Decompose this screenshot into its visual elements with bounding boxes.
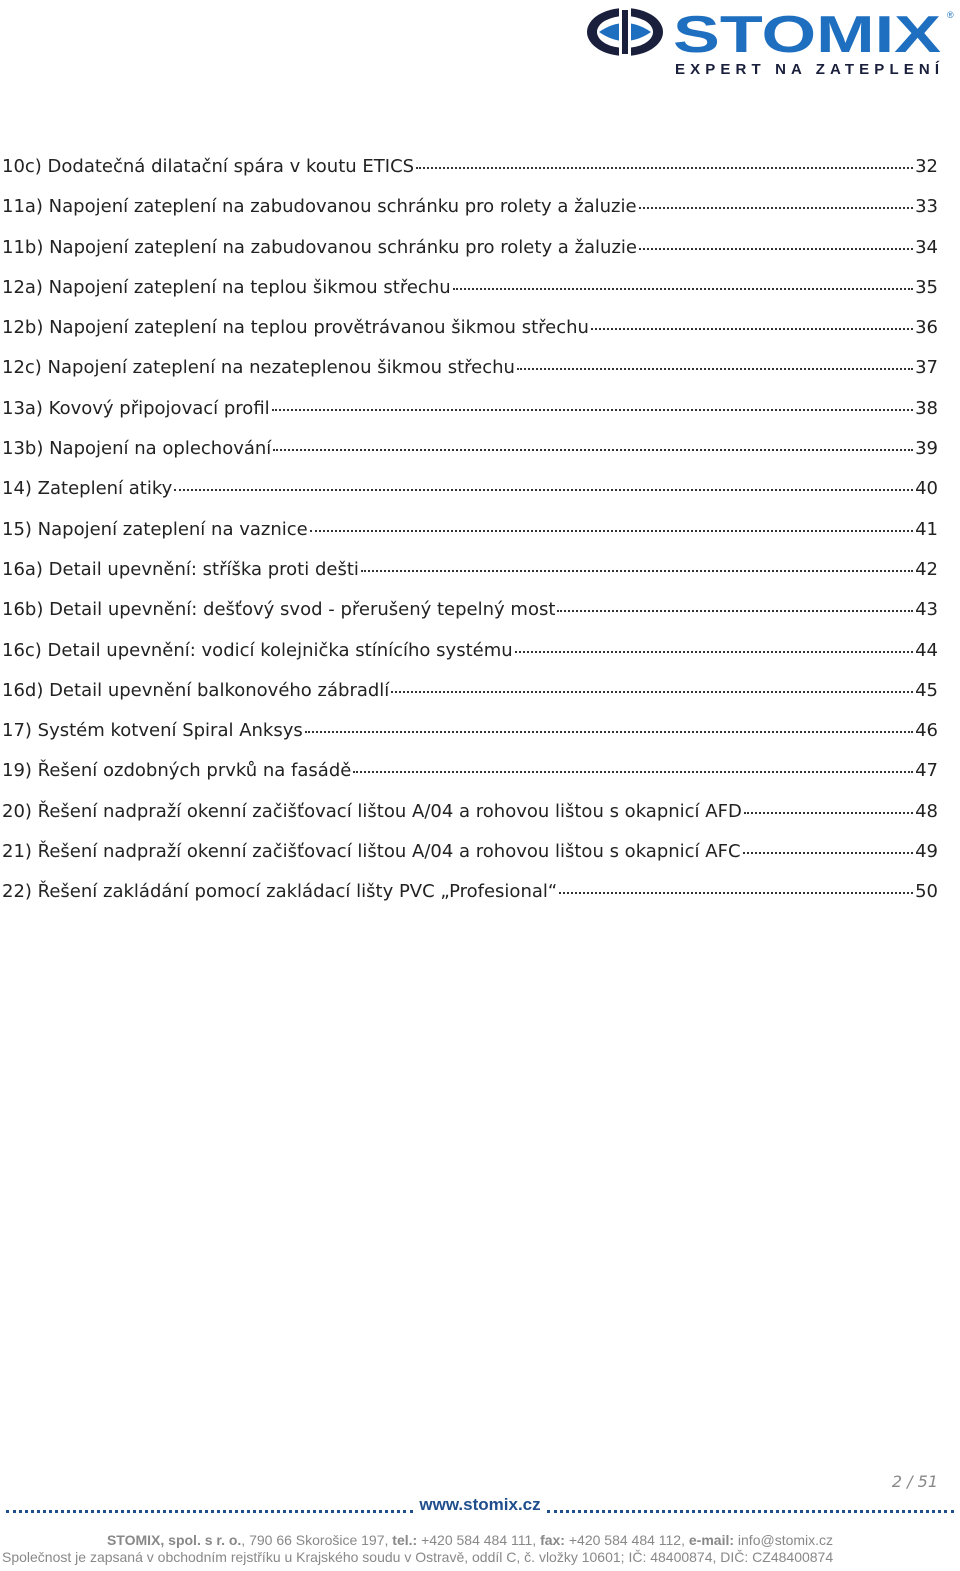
website-link[interactable]: www.stomix.cz [419,1495,541,1514]
toc-entry[interactable] [2,590,938,630]
toc-entry-page: 46 [915,720,938,742]
toc-entry[interactable] [2,389,938,429]
toc-entry-page: 42 [915,558,938,580]
toc-entry-label: 13a) Kovový připojovací profil [2,397,270,419]
stomix-logo [585,4,955,84]
toc-dot-leader [416,166,913,169]
toc-entry-label: 14) Zateplení atiky [2,478,173,500]
email-label: e-mail: [688,1532,735,1548]
tel-label: tel.: [392,1532,418,1548]
toc-entry-page: 41 [915,518,938,540]
toc-dot-leader [591,327,913,330]
toc-dot-leader [273,448,913,451]
toc-dot-leader [639,206,914,209]
toc-dot-leader [305,730,913,733]
toc-entry-label: 22) Řešení zakládání pomocí zakládací lišty PVC „Profesional“ [2,881,558,903]
toc-entry[interactable] [2,469,938,509]
fax-label: fax: [540,1532,565,1548]
toc-entry-label: 16d) Detail upevnění balkonového zábradlí [2,679,390,701]
company-name: STOMIX, spol. s r. o. [106,1532,242,1548]
toc-entry-page: 43 [915,599,938,621]
company-registry: Společnost je zapsaná v obchodním rejstříku u Krajského soudu v Ostravě, oddíl C, č. vložky 10601; IČ: 48400874, DIČ: CZ48400874 [2,1549,834,1565]
toc-entry[interactable] [2,872,938,912]
toc-entry-label: 20) Řešení nadpraží okenní začišťovací lištou A/04 a rohovou lištou s okapnicí AFD [2,800,742,822]
toc-entry[interactable] [2,147,938,187]
toc-dot-leader [517,367,913,370]
toc-dot-leader [391,690,913,693]
toc-dot-leader [743,851,914,854]
address-text: , 790 66 Skorošice 197, [241,1532,393,1548]
email-address[interactable]: info@stomix.cz [734,1532,834,1548]
stomix-logo-graphic [585,4,955,84]
toc-entry-page: 40 [915,478,938,500]
toc-dot-leader [453,287,913,290]
toc-entry-page: 34 [915,236,938,258]
toc-entry-label: 12a) Napojení zateplení na teplou šikmou střechu [2,276,451,298]
toc-entry-page: 49 [915,841,938,863]
toc-dot-leader [353,770,913,773]
registered-mark-icon: ® [947,10,954,20]
toc-entry-label: 13b) Napojení na oplechování [2,438,272,460]
toc-dot-leader [174,488,913,491]
toc-entry-page: 47 [915,760,938,782]
toc-dot-leader [559,891,913,894]
toc-entry-label: 12c) Napojení zateplení na nezateplenou šikmou střechu [2,357,515,379]
toc-entry-label: 16c) Detail upevnění: vodicí kolejnička stínícího systému [2,639,513,661]
toc-entry-label: 11a) Napojení zateplení na zabudovanou schránku pro rolety a žaluzie [2,196,637,218]
toc-entry[interactable] [2,228,938,268]
footer-website-line [0,1492,960,1518]
toc-dot-leader [744,811,913,814]
toc-entry-label: 21) Řešení nadpraží okenní začišťovací lištou A/04 a rohovou lištou s okapnicí AFC [2,841,741,863]
toc-entry[interactable] [2,792,938,832]
page-number: 2 / 51 [891,1472,938,1491]
toc-entry[interactable] [2,308,938,348]
toc-dot-leader [272,408,913,411]
toc-entry-label: 10c) Dodatečná dilatační spára v koutu ETICS [2,156,415,177]
toc-entry-label: 17) Systém kotvení Spiral Anksys [2,720,303,742]
toc-entry-page: 48 [915,800,938,822]
toc-entry[interactable] [2,671,938,711]
toc-entry-page: 44 [915,639,938,661]
toc-entry-page: 32 [915,156,938,177]
toc-entry-label: 12b) Napojení zateplení na teplou provětrávanou šikmou střechu [2,317,589,339]
toc-entry-page: 35 [915,276,938,298]
tel-number: +420 584 484 111, [417,1532,541,1548]
brand-name: STOMIX [673,6,942,64]
toc-entry-label: 19) Řešení ozdobných prvků na fasádě [2,760,352,782]
footer-dots-left [6,1509,413,1513]
toc-entry[interactable] [2,187,938,227]
toc-dot-leader [639,247,913,250]
brand-tagline: EXPERT NA ZATEPLENÍ [675,61,939,78]
toc-dot-leader [557,609,913,612]
toc-entry-page: 45 [915,679,938,701]
toc-entry-label: 11b) Napojení zateplení na zabudovanou schránku pro rolety a žaluzie [2,236,637,258]
table-of-contents [2,147,938,913]
toc-entry[interactable] [2,550,938,590]
toc-entry[interactable] [2,631,938,671]
toc-dot-leader [361,569,913,572]
toc-entry-label: 16b) Detail upevnění: dešťový svod - přerušený tepelný most [2,599,556,621]
toc-dot-leader [515,650,913,653]
toc-entry[interactable] [2,429,938,469]
toc-entry-page: 39 [915,438,938,460]
company-address [0,1532,940,1548]
toc-entry-page: 38 [915,397,938,419]
toc-entry-label: 16a) Detail upevnění: stříška proti dešti [2,558,359,580]
toc-entry-page: 36 [915,317,938,339]
toc-dot-leader [310,529,913,532]
toc-entry[interactable] [2,348,938,388]
toc-entry[interactable] [2,510,938,550]
toc-entry-page: 50 [915,881,938,903]
toc-entry-page: 37 [915,357,938,379]
toc-entry[interactable] [2,751,938,791]
toc-entry[interactable] [2,832,938,872]
fax-number: +420 584 484 112, [564,1532,689,1548]
toc-entry-page: 33 [915,196,938,218]
toc-entry-label: 15) Napojení zateplení na vaznice [2,518,308,540]
toc-entry[interactable] [2,268,938,308]
stomix-emblem-icon [587,6,663,58]
footer-dots-right [547,1509,954,1513]
toc-entry[interactable] [2,711,938,751]
